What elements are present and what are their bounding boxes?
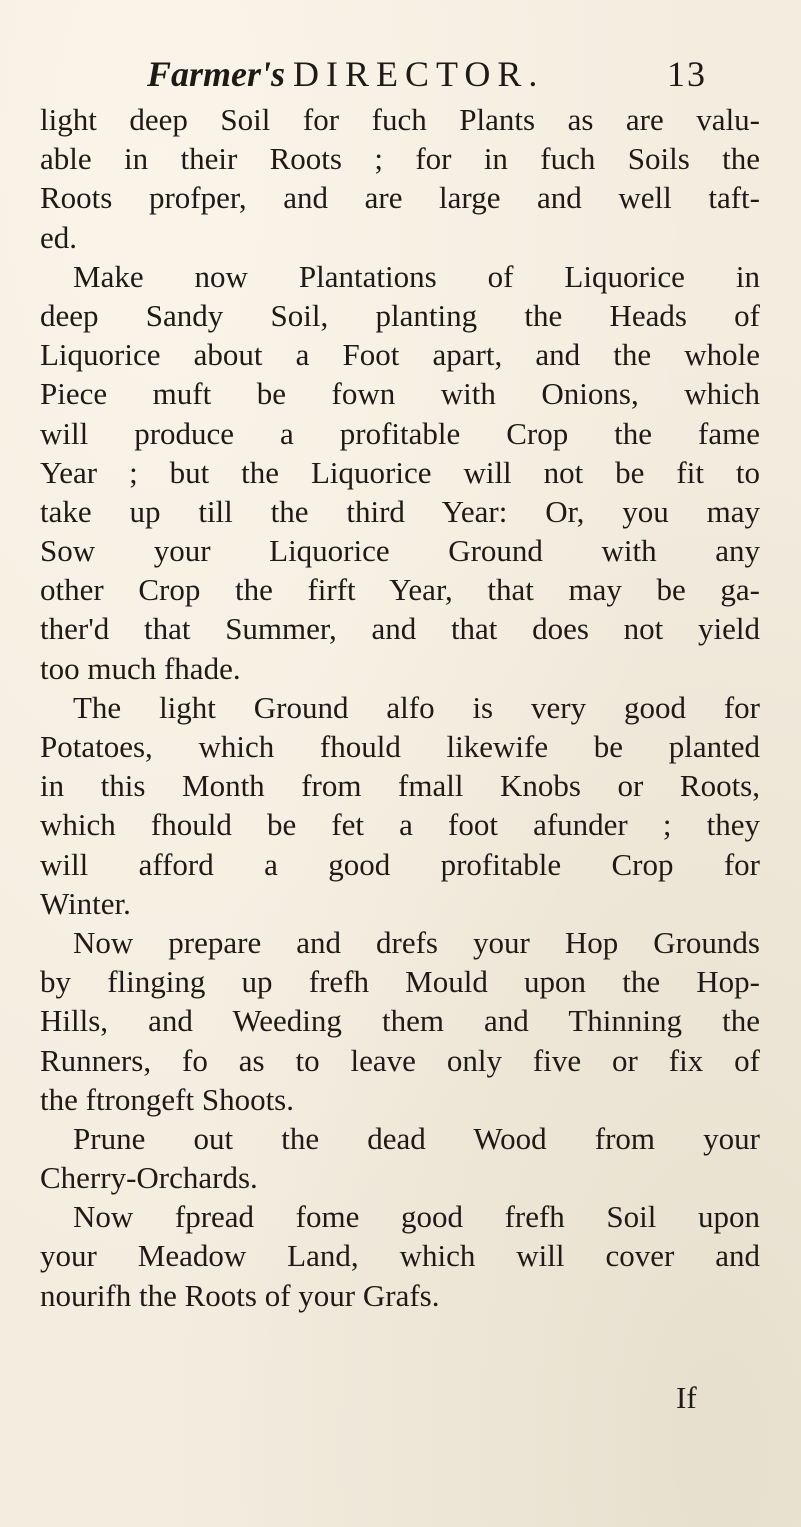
text-line: will produce a profitable Crop the fame xyxy=(40,415,760,451)
text-line: Prune out the dead Wood from your xyxy=(73,1120,760,1156)
text-line: ed. xyxy=(40,219,78,255)
text-line: Piece muft be fown with Onions, which xyxy=(40,376,760,412)
text-line: Hills, and Weeding them and Thinning the xyxy=(40,1003,760,1039)
text-line: Make now Plantations of Liquorice in xyxy=(73,258,760,294)
text-line: by flinging up frefh Mould upon the Hop- xyxy=(40,964,760,1000)
text-line: Roots profper, and are large and well taft- xyxy=(40,180,760,216)
text-line: Potatoes, which fhould likewife be planted xyxy=(40,729,760,764)
body-text xyxy=(40,100,760,1315)
text-line: Now prepare and drefs your Hop Grounds xyxy=(73,924,760,960)
running-header xyxy=(147,52,707,96)
text-line: able in their Roots ; for in fuch Soils the xyxy=(40,141,760,177)
text-line: ther'd that Summer, and that does not yield xyxy=(40,611,760,647)
text-line: Sow your Liquorice Ground with any xyxy=(40,533,760,569)
catchword: If xyxy=(676,1380,697,1415)
text-line: deep Sandy Soil, planting the Heads of xyxy=(40,297,760,333)
text-line: the ftrongeft Shoots. xyxy=(40,1081,294,1117)
text-line: in this Month from fmall Knobs or Roots, xyxy=(40,768,760,804)
text-line: nourifh the Roots of your Grafs. xyxy=(40,1277,440,1313)
text-line: light deep Soil for fuch Plants as are valu- xyxy=(40,102,760,137)
text-line: take up till the third Year: Or, you may xyxy=(40,493,760,529)
text-line: The light Ground alfo is very good for xyxy=(73,689,760,725)
text-line: too much fhade. xyxy=(40,650,241,686)
text-line: other Crop the firft Year, that may be ga- xyxy=(40,572,760,608)
running-title-italic: Farmer's xyxy=(147,54,286,94)
text-line: Cherry-Orchards. xyxy=(40,1160,258,1196)
text-line: your Meadow Land, which will cover and xyxy=(40,1238,760,1274)
text-line: which fhould be fet a foot afunder ; they xyxy=(40,807,760,843)
text-line: Year ; but the Liquorice will not be fit to xyxy=(40,454,760,490)
page-number: 13 xyxy=(667,54,707,94)
text-line: Winter. xyxy=(40,885,131,921)
text-line: Now fpread fome good frefh Soil upon xyxy=(73,1199,760,1235)
text-line: Runners, fo as to leave only five or fix of xyxy=(40,1042,760,1078)
text-line: will afford a good profitable Crop for xyxy=(40,846,760,882)
running-title-caps: DIRECTOR. xyxy=(293,54,545,94)
text-line: Liquorice about a Foot apart, and the whole xyxy=(40,337,760,373)
